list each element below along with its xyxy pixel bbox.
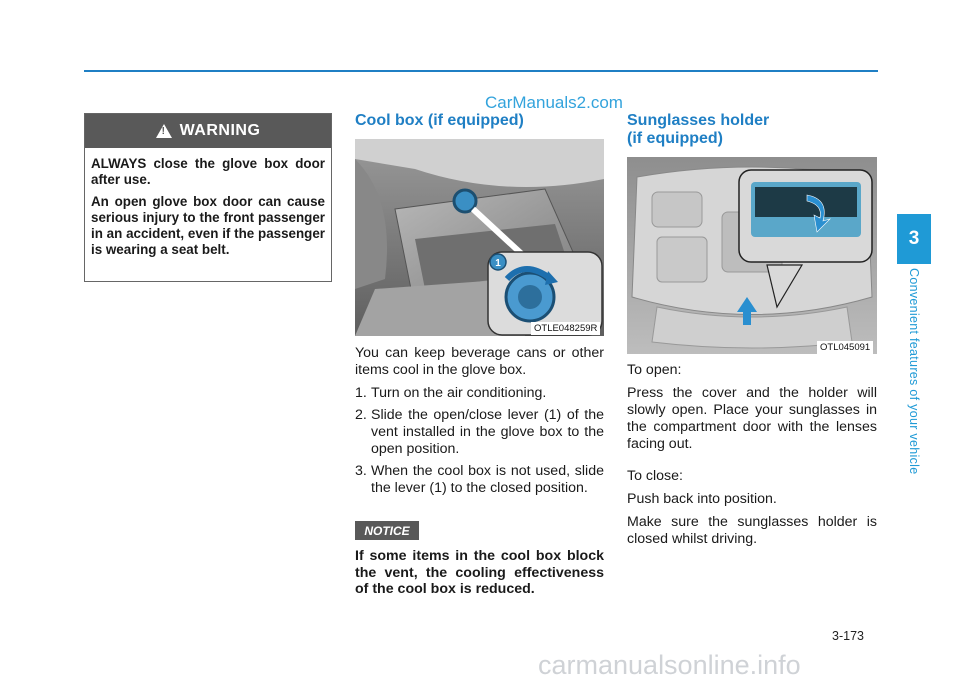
image-caption-sunglasses: OTL045091: [817, 341, 873, 354]
open-label: To open:: [627, 362, 682, 378]
cool-box-intro: You can keep beverage cans or other items cool in the glove box.: [355, 345, 604, 378]
page-number: 3-173: [832, 629, 864, 643]
warning-paragraph: An open glove box door can cause serious injury to the front passenger in an accident, even if the passenger is wearing a seat belt.: [91, 194, 325, 257]
list-item: [355, 463, 604, 497]
list-item: [355, 407, 604, 458]
list-number: 3.: [355, 463, 367, 479]
list-number: 1.: [355, 385, 367, 401]
cool-box-instructions: [355, 345, 604, 497]
warning-body: [85, 148, 331, 258]
notice-badge: NOTICE: [355, 521, 419, 540]
cool-box-title: Cool box (if equipped): [355, 112, 524, 129]
open-text: Press the cover and the holder will slowly open. Place your sunglasses in the compartment door with the lenses facing out.: [627, 385, 877, 452]
list-text: When the cool box is not used, slide the lever (1) to the closed position.: [371, 463, 604, 496]
sunglasses-holder-illustration: [627, 157, 877, 354]
close-text-2: Make sure the sunglasses holder is closed whilst driving.: [627, 514, 877, 547]
glove-box-illustration: [355, 139, 604, 336]
sunglasses-title: [627, 112, 769, 148]
chapter-tab: 3: [897, 214, 931, 264]
warning-paragraph: ALWAYS close the glove box door after use.: [91, 156, 325, 187]
list-text: Slide the open/close lever (1) of the vent installed in the glove box to the open position.: [371, 407, 604, 457]
image-caption-glove-box: OTLE048259R: [531, 322, 600, 335]
warning-triangle-icon: [156, 124, 172, 138]
glove-box-image: [355, 139, 604, 336]
top-rule: [84, 70, 878, 72]
warning-heading: WARNING: [179, 122, 261, 139]
watermark-bottom[interactable]: carmanualsonline.info: [538, 650, 801, 680]
warning-header: [85, 114, 331, 148]
watermark-top[interactable]: CarManuals2.com: [485, 93, 623, 112]
chapter-title: Convenient features of your vehicle: [907, 268, 921, 475]
callout-number: 1: [495, 258, 501, 269]
list-item: [355, 385, 604, 402]
warning-box: [84, 113, 332, 282]
sunglasses-instructions: [627, 362, 877, 554]
sunglasses-title-line1: Sunglasses holder: [627, 112, 770, 129]
close-text-1: Push back into position.: [627, 491, 777, 507]
list-number: 2.: [355, 407, 367, 423]
close-label: To close:: [627, 468, 683, 484]
sunglasses-holder-image: [627, 157, 877, 354]
list-text: Turn on the air conditioning.: [371, 385, 547, 401]
sunglasses-title-line2: (if equipped): [627, 130, 723, 147]
notice-text: If some items in the cool box block the vent, the cooling effectiveness of the cool box is reduced.: [355, 548, 604, 597]
